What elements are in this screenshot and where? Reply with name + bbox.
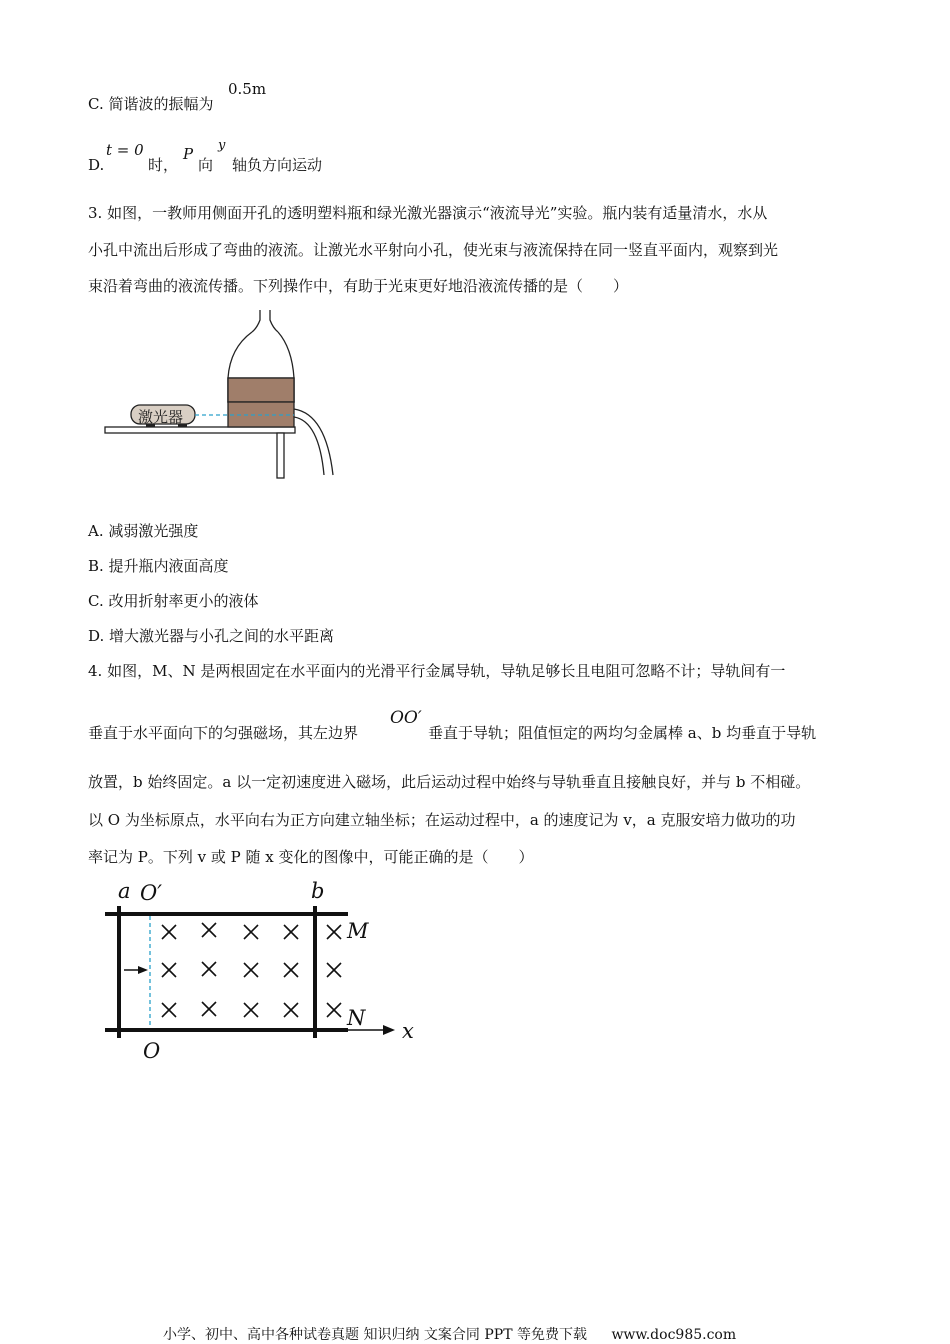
q3-stem-line-2: 小孔中流出后形成了弯曲的液流。让激光水平射向小孔，使光束与液流保持在同一竖直平面内，观察到光: [88, 241, 779, 259]
q3-bottle-laser-figure: [100, 310, 360, 485]
q2-option-d-label: D.: [88, 156, 105, 174]
q2-option-c-value: 0.5m: [228, 80, 267, 98]
q3-stem-line-3: 束沿着弯曲的液流传播。下列操作中，有助于光束更好地沿液流传播的是（ ）: [88, 277, 629, 295]
label-x: x: [402, 1019, 414, 1043]
q2-option-d-shi: 时，: [148, 156, 179, 174]
q2-option-d-t: t = 0: [106, 141, 144, 159]
q4-stem-line-5: 率记为 P。下列 v 或 P 随 x 变化的图像中，可能正确的是（ ）: [88, 848, 534, 866]
q4-stem-line-1: 4. 如图，M、N 是两根固定在水平面内的光滑平行金属导轨，导轨足够长且电阻可忽略不计；导轨间有一: [88, 662, 786, 680]
q4-stem-oo-prime: OO′: [390, 708, 422, 728]
label-m: M: [347, 919, 369, 943]
laser-label: 激光器: [138, 408, 184, 426]
q4-rail-field-figure: [100, 880, 430, 1065]
label-n: N: [347, 1006, 366, 1030]
label-a: a: [118, 880, 131, 903]
label-o-prime: O′: [140, 881, 162, 905]
q3-option-c: C. 改用折射率更小的液体: [88, 592, 259, 610]
q2-option-c-text: C. 简谐波的振幅为: [88, 95, 214, 113]
q4-stem-line-2a: 垂直于水平面向下的匀强磁场，其左边界: [88, 724, 359, 742]
water-fill: [228, 378, 294, 402]
footer-url[interactable]: www.doc985.com: [611, 1327, 737, 1343]
q2-option-d-p: P: [183, 145, 194, 163]
q2-option-d-y: y: [218, 138, 226, 153]
q2-option-d-xiang: 向: [198, 156, 214, 174]
q3-option-b: B. 提升瓶内液面高度: [88, 557, 229, 575]
label-o: O: [143, 1039, 161, 1063]
q3-option-d: D. 增大激光器与小孔之间的水平距离: [88, 627, 335, 645]
footer: [163, 1324, 736, 1344]
q2-option-d-suffix: 轴负方向运动: [232, 156, 323, 174]
q4-stem-line-3: 放置，b 始终固定。a 以一定初速度进入磁场，此后运动过程中始终与导轨垂直且接触良好，并与 b 不相碰。: [88, 773, 811, 791]
label-b: b: [311, 880, 325, 903]
q4-stem-line-4: 以 O 为坐标原点，水平向右为正方向建立轴坐标；在运动过程中，a 的速度记为 v，a 克服安培力做功的功: [88, 811, 796, 829]
footer-text: 小学、初中、高中各种试卷真题 知识归纳 文案合同 PPT 等免费下载: [163, 1327, 587, 1343]
q3-stem-line-1: 3. 如图，一教师用侧面开孔的透明塑料瓶和绿光激光器演示“液流导光”实验。瓶内装有适量清水，水从: [88, 204, 768, 222]
q4-stem-line-2b: 垂直于导轨；阻值恒定的两均匀金属棒 a、b 均垂直于导轨: [428, 724, 817, 742]
q3-option-a: A. 减弱激光强度: [88, 522, 199, 540]
